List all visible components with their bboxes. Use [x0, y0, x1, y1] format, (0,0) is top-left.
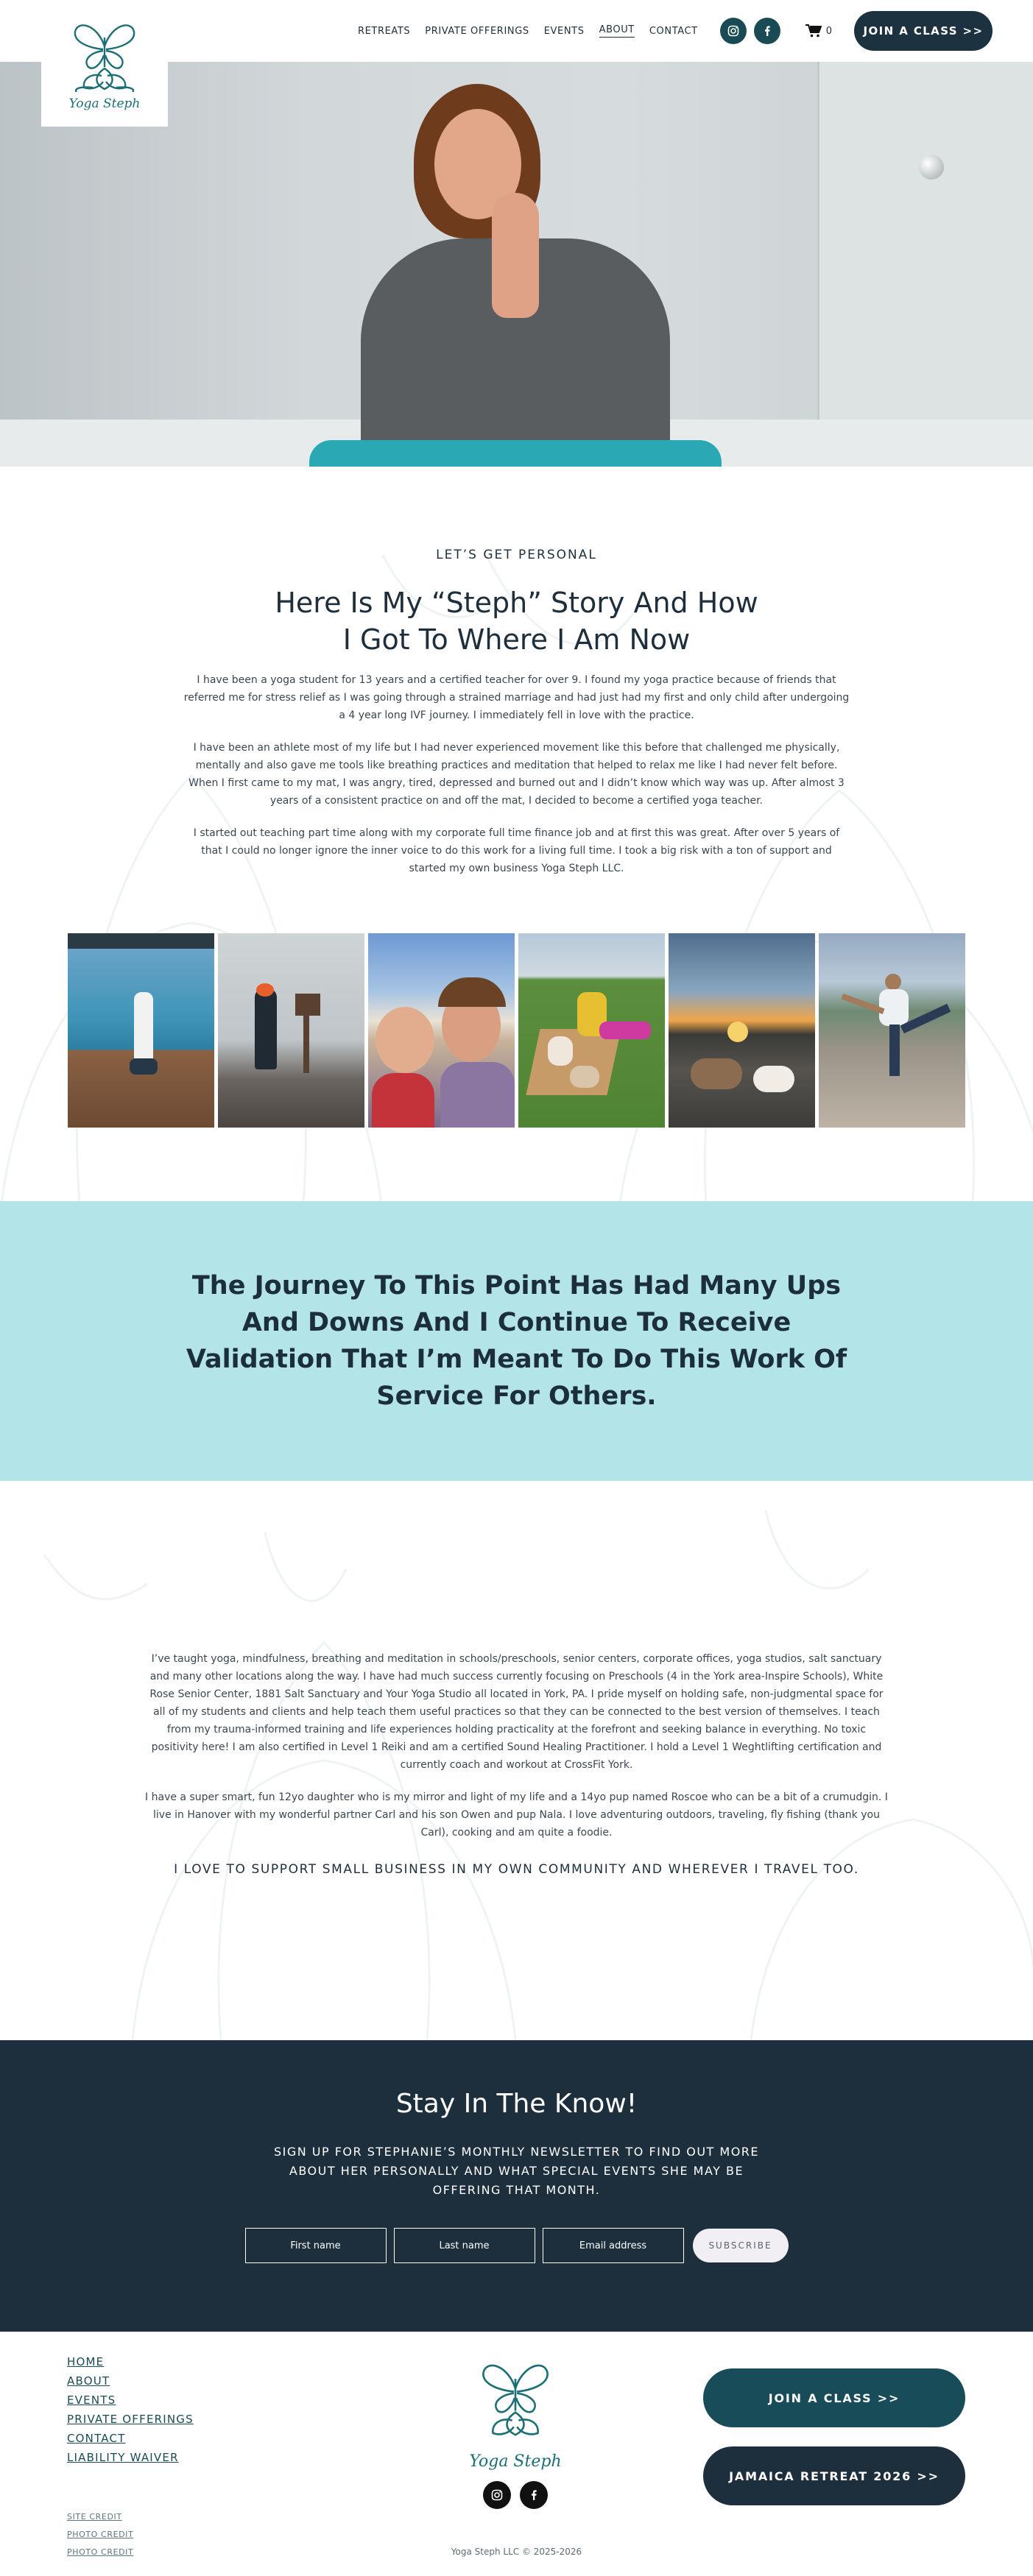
copyright-text: Yoga Steph LLC © 2025-2026: [451, 2547, 582, 2557]
footer-link-events[interactable]: EVENTS: [67, 2393, 116, 2407]
story-section: [0, 467, 1033, 1201]
instagram-icon[interactable]: [720, 18, 747, 44]
shopping-cart-icon: [805, 24, 822, 38]
story-title: [237, 584, 797, 658]
gallery-photo-dogs-picnic[interactable]: [518, 933, 665, 1128]
hero-door-frame: [817, 62, 1033, 467]
photo-credit-link[interactable]: PHOTO CREDIT: [67, 2530, 134, 2539]
story-paragraph-1: I have been a yoga student for 13 years and a certified teacher for over 9. I found my yoga practice because of friends that referred me for stress relief as I was going through a strained marriage and had just had my first and only child after undergoing a 4 year long IVF journey. I immediately fell in love with the practice.: [183, 674, 850, 721]
newsletter-form: [0, 2228, 1033, 2263]
story-eyebrow: LET’S GET PERSONAL: [436, 548, 597, 562]
gallery-photo-mountain-pose[interactable]: [819, 933, 965, 1128]
gallery-photo-sunset-dogs[interactable]: [669, 933, 815, 1128]
quote-section: [0, 1201, 1033, 1481]
site-logo[interactable]: [41, 0, 168, 127]
about-tagline: I LOVE TO SUPPORT SMALL BUSINESS IN MY OWN COMMUNITY AND WHEREVER I TRAVEL TOO.: [174, 1862, 859, 1877]
footer-jamaica-retreat-button[interactable]: JAMAICA RETREAT 2026 >>: [703, 2446, 965, 2505]
footer-join-a-class-button[interactable]: JOIN A CLASS >>: [703, 2368, 965, 2427]
subscribe-button[interactable]: SUBSCRIBE: [693, 2229, 789, 2262]
about-section: [0, 1481, 1033, 2040]
hero-door-knob: [919, 155, 944, 180]
newsletter-title: Stay In The Know!: [395, 2089, 638, 2119]
background-lotus-icon: [0, 1510, 1033, 2040]
quote-text: The Journey To This Point Has Had Many Ups And Downs And I Continue To Receive Validation That I’m Meant To Do This Work Of Service For Others.: [186, 1271, 847, 1411]
footer-logo: [464, 2348, 567, 2509]
gallery-photo-selfie[interactable]: [368, 933, 515, 1128]
footer-social-links: [464, 2481, 567, 2509]
photo-credit-link[interactable]: PHOTO CREDIT: [67, 2547, 134, 2557]
footer-link-home[interactable]: HOME: [67, 2355, 105, 2368]
about-paragraph-1: I’ve taught yoga, mindfulness, breathing and meditation in schools/preschools, senior centers, corporate offices, yoga studios, salt sanctuary and many other locations along the way. I have had much success currently focusing on Preschools (4 in the York area-Inspire Schools), White Rose Senior Center, 1881 Salt Sanctuary and Your Yoga Studio all located in York, PA. I pride myself on holding safe, non-judgmental space for all of my students and clients and help teach them useful practices so that they can be connected to the best version of themselves. I teach from my trauma-informed training and life experiences holding practicality at the forefront and seeking balance in everything. No toxic positivity here! I am also certified in Level 1 Reiki and am a certified Sound Healing Practitioner. I hold a Level 1 Weghtlifting certification and currently coach and workout at CrossFit York.: [149, 1653, 884, 1771]
cart-count: 0: [825, 25, 832, 37]
newsletter-section: [0, 2040, 1033, 2332]
site-header: [0, 0, 1033, 111]
nav-link-contact[interactable]: CONTACT: [649, 25, 698, 37]
butterfly-lotus-logo-icon: [479, 2348, 552, 2445]
instagram-icon[interactable]: [483, 2481, 511, 2509]
last-name-input[interactable]: [394, 2228, 535, 2263]
gallery-photo-headstand[interactable]: [68, 933, 214, 1128]
facebook-icon[interactable]: [520, 2481, 548, 2509]
story-paragraph-2: I have been an athlete most of my life but I had never experienced movement like this before that challenged me physically, mentally and also gave me tools like breathing practices and meditation that helped to relax me like I had never felt before. When I first came to my mat, I was angry, tired, depressed and burned out and I didn’t know which way was up. After almost 3 years of a consistent practice on and off the mat, I decided to become a certified yoga teacher.: [188, 742, 845, 807]
hero-person-hands: [492, 193, 539, 318]
logo-text: Yoga Steph: [68, 96, 141, 111]
main-navigation: [358, 11, 993, 51]
site-credit-link[interactable]: SITE CREDIT: [67, 2512, 122, 2522]
footer-logo-text: Yoga Steph: [469, 2452, 562, 2471]
nav-link-private-offerings[interactable]: PRIVATE OFFERINGS: [425, 25, 529, 37]
story-paragraph-3: I started out teaching part time along with my corporate full time finance job and at first this was great. After over 5 years of that I could no longer ignore the inner voice to do this work for a living full time. I took a big risk with a ton of support and started my own business Yoga Steph LLC.: [193, 827, 840, 874]
first-name-input[interactable]: [245, 2228, 387, 2263]
facebook-icon[interactable]: [754, 18, 780, 44]
hero-person-legs: [309, 440, 722, 467]
footer-link-about[interactable]: ABOUT: [67, 2374, 110, 2388]
footer-link-liability-waiver[interactable]: LIABILITY WAIVER: [67, 2451, 179, 2464]
gallery-photo-summit[interactable]: [218, 933, 364, 1128]
butterfly-lotus-logo-icon: [71, 15, 138, 92]
footer-navigation: [67, 2352, 194, 2467]
story-title-line-2: I Got To Where I Am Now: [342, 623, 691, 656]
story-title-line-1: Here Is My “Steph” Story And How: [275, 587, 758, 619]
site-footer: [0, 2332, 1033, 2567]
newsletter-subtitle: SIGN UP FOR STEPHANIE’S MONTHLY NEWSLETTER TO FIND OUT MORE ABOUT HER PERSONALLY AND WHAT SPECIAL EVENTS SHE MAY BE OFFERING THAT MONTH.: [273, 2145, 760, 2197]
cart-button[interactable]: [805, 24, 832, 38]
photo-gallery: [0, 933, 1033, 1128]
nav-link-about[interactable]: ABOUT: [599, 24, 635, 38]
footer-link-private-offerings[interactable]: PRIVATE OFFERINGS: [67, 2413, 194, 2426]
about-paragraph-2: I have a super smart, fun 12yo daughter who is my mirror and light of my life and a 14yo pup named Roscoe who can be a bit of a crumudgin. I live in Hanover with my wonderful partner Carl and his son Owen and pup Nala. I love adventuring outdoors, traveling, fly fishing (thank you Carl), cooking and am quite a foodie.: [145, 1791, 888, 1839]
nav-link-events[interactable]: EVENTS: [543, 25, 585, 37]
join-a-class-button[interactable]: JOIN A CLASS >>: [854, 11, 993, 51]
email-input[interactable]: [543, 2228, 684, 2263]
nav-link-retreats[interactable]: RETREATS: [357, 25, 411, 37]
footer-link-contact[interactable]: CONTACT: [67, 2432, 126, 2445]
